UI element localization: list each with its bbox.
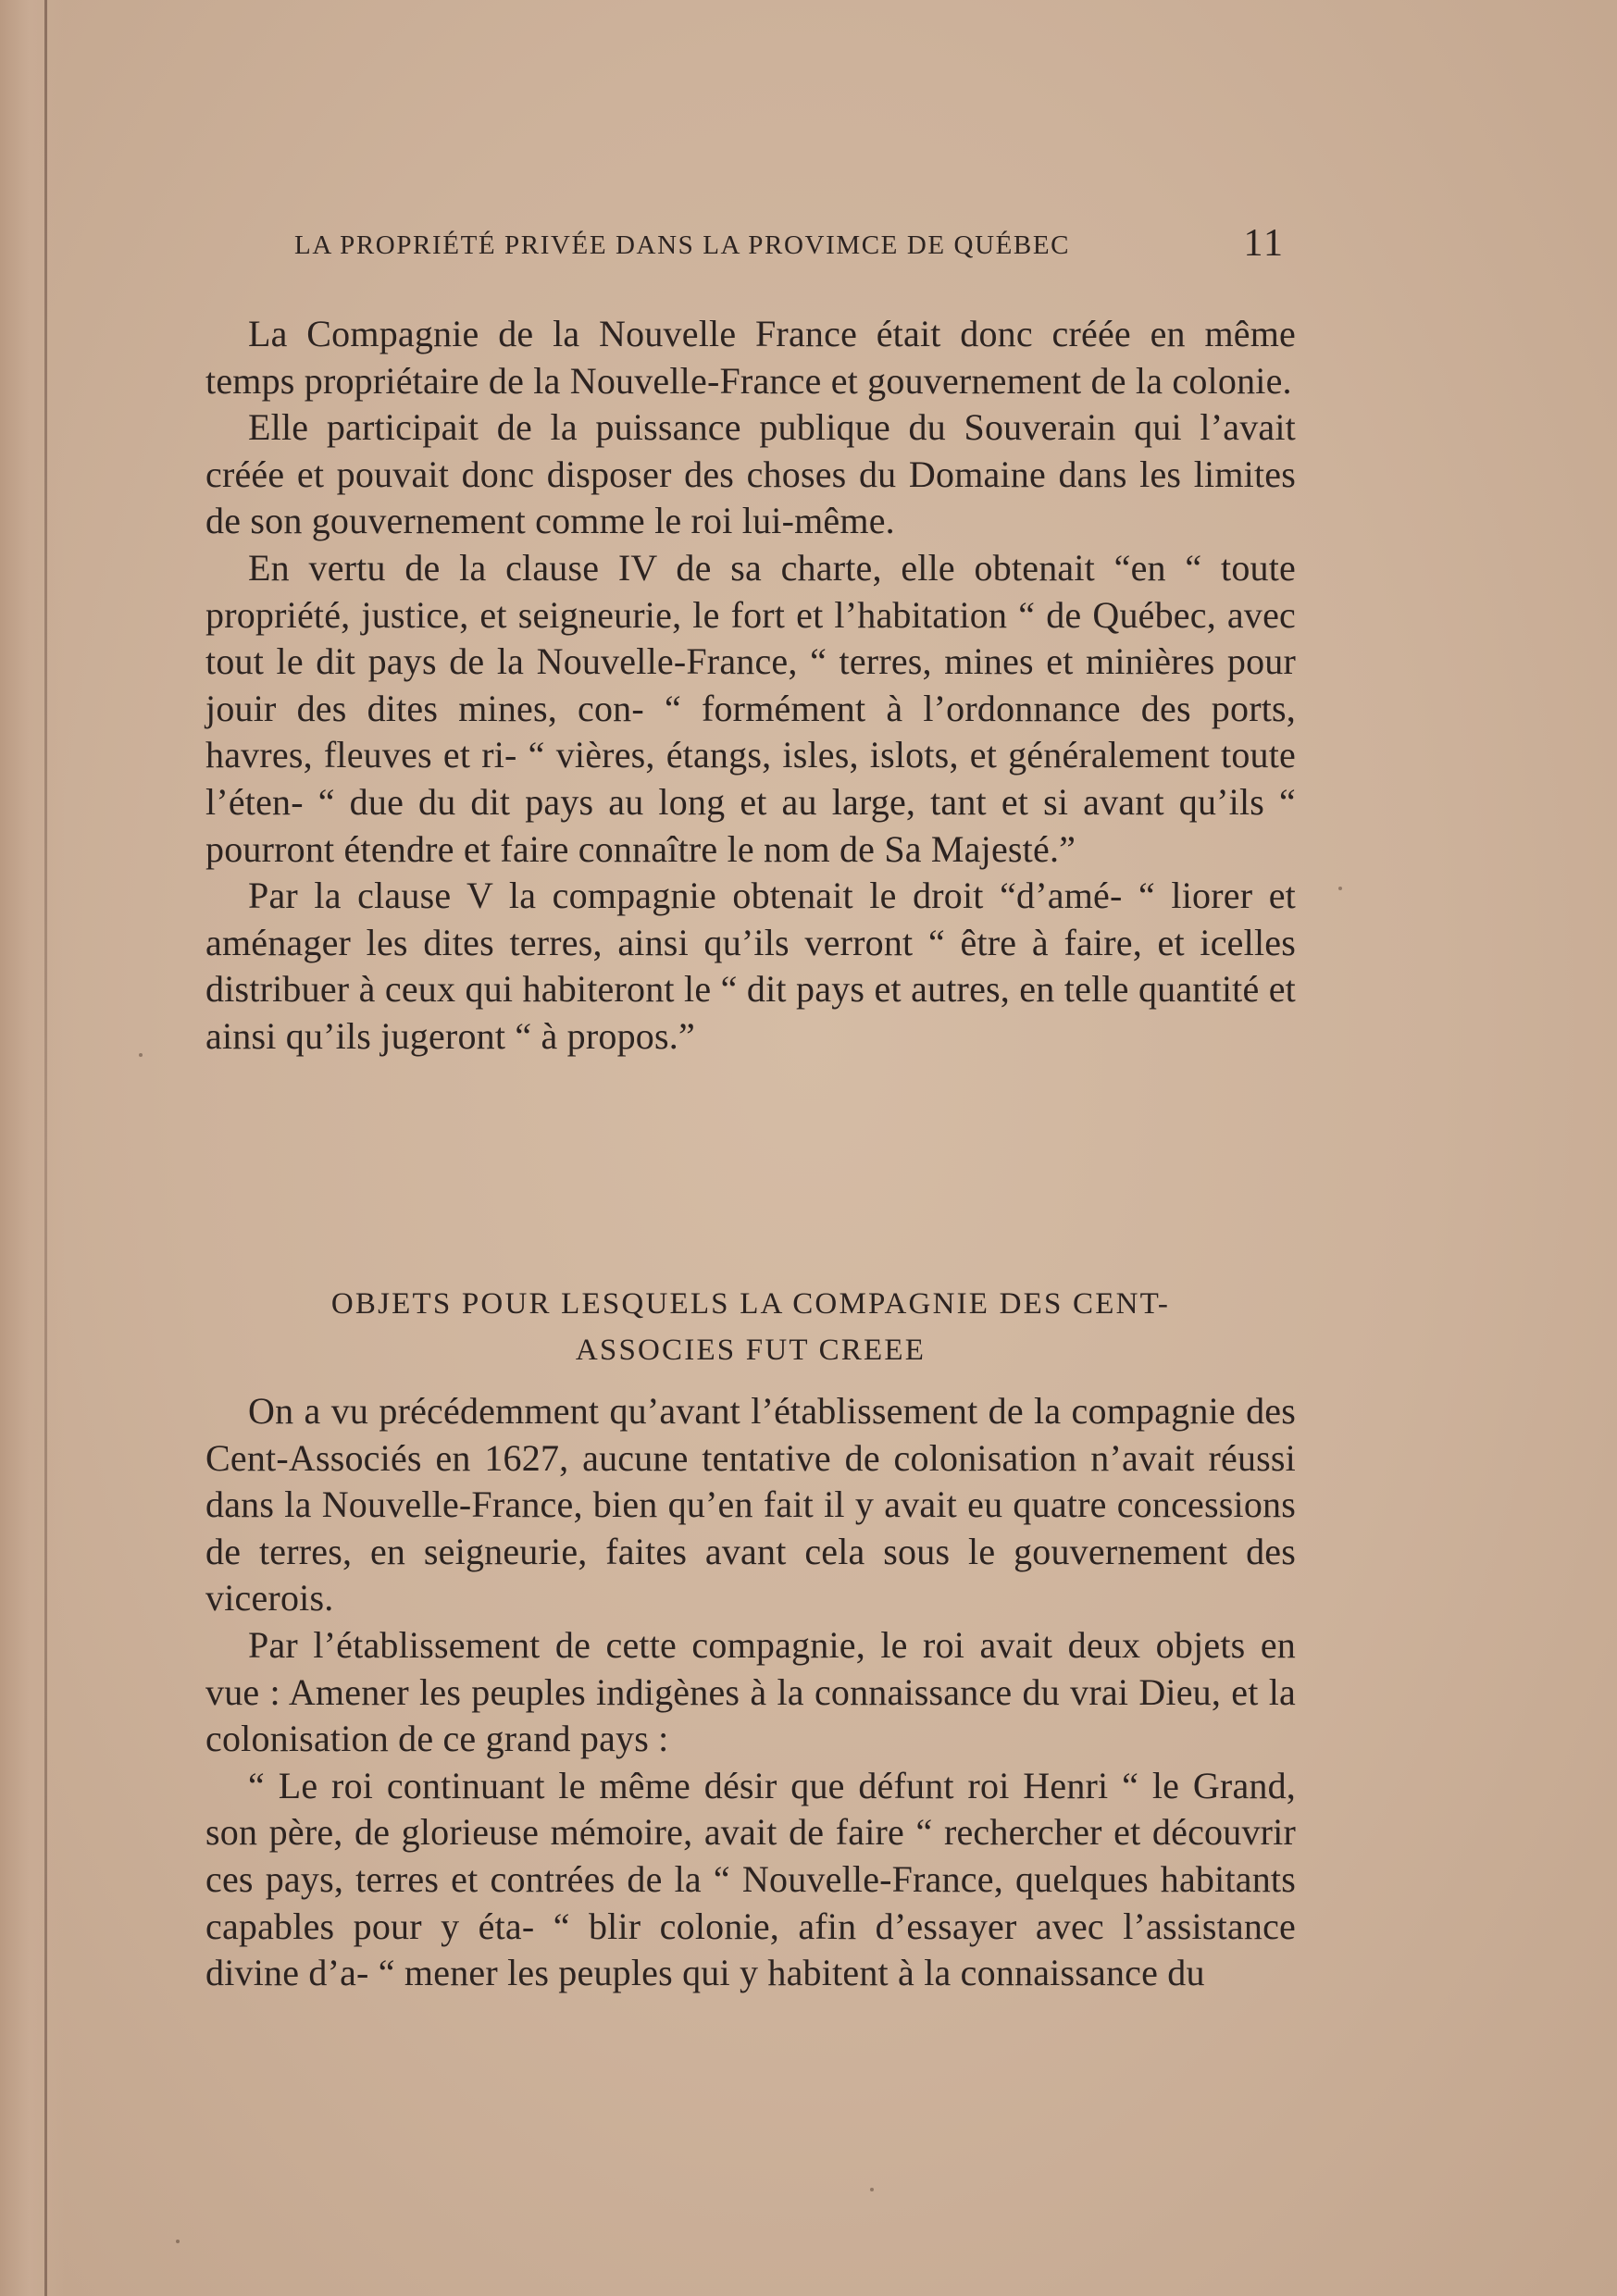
- paper-speck: [870, 2188, 874, 2191]
- section-heading-line-2: ASSOCIES FUT CREEE: [575, 1334, 927, 1367]
- paper-speck: [1338, 887, 1342, 890]
- paragraph: On a vu précédemment qu’avant l’établissement de la compagnie des Cent-Associés en 1627, aucune tentative de colonisation n’avait réussi dans la Nouvelle-France, bien qu’en fait il y avait eu quatre concessions de terres, en seigneurie, faites avant cela sous le gouvernement des vicerois.: [205, 1390, 1296, 1620]
- paragraph: Par la clause V la compagnie obtenait le droit “d’amé- “ liorer et aménager les dites terres, ainsi qu’ils verront “ être à faire, et icelles distribuer à ceux qui habiteront le “ dit pays et autres, en telle quantité et ainsi qu’ils jugeront “ à propos.”: [205, 875, 1296, 1057]
- paper-speck: [176, 2240, 180, 2243]
- page-number: 11: [1243, 222, 1285, 265]
- running-head: LA PROPRIÉTÉ PRIVÉE DANS LA PROVIMCE DE QUÉBEC: [294, 230, 1071, 260]
- paragraph: La Compagnie de la Nouvelle France était donc créée en même temps propriétaire de la Nouvelle-France et gouvernement de la colonie.: [205, 313, 1296, 402]
- body-text-section-2: [205, 1388, 1296, 1997]
- paragraph: En vertu de la clause IV de sa charte, elle obtenait “en “ toute propriété, justice, et seigneurie, le fort et l’habitation “ de Québec, avec tout le dit pays de la Nouvelle-France, “ terres, mines et minières pour jouir des dites mines, con- “ formément à l’ordonnance des ports, havres, fleuves et ri- “ vières, étangs, isles, islots, et généralement toute l’éten- “ due du dit pays au long et au large, tant et si avant qu’ils “ pourront étendre et faire connaître le nom de Sa Majesté.”: [205, 546, 1296, 870]
- paragraph: Elle participait de la puissance publique du Souverain qui l’avait créée et pouvait donc disposer des choses du Domaine dans les limites de son gouvernement comme le roi lui-même.: [205, 406, 1296, 542]
- binding-edge: [44, 0, 47, 2296]
- section-heading: [205, 1281, 1296, 1373]
- body-text-section-1: [205, 311, 1296, 1061]
- paragraph: Par l’établissement de cette compagnie, le roi avait deux objets en vue : Amener les peuples indigènes à la connaissance du vrai Dieu, et la colonisation de ce grand pays :: [205, 1623, 1296, 1760]
- section-heading-line-1: OBJETS POUR LESQUELS LA COMPAGNIE DES CENT-: [330, 1287, 1171, 1321]
- paragraph: “ Le roi continuant le même désir que défunt roi Henri “ le Grand, son père, de glorieuse mémoire, avait de faire “ rechercher et découvrir ces pays, terres et contrées de la “ Nouvelle-France, quelques habitants capables pour y éta- “ blir colonie, afin d’essayer avec l’assistance divine d’a- “ mener les peuples qui y habitent à la connaissance du: [205, 1764, 1296, 1994]
- paper-speck: [139, 1053, 143, 1057]
- page-gutter: [0, 0, 65, 2296]
- page-header: [294, 222, 1285, 273]
